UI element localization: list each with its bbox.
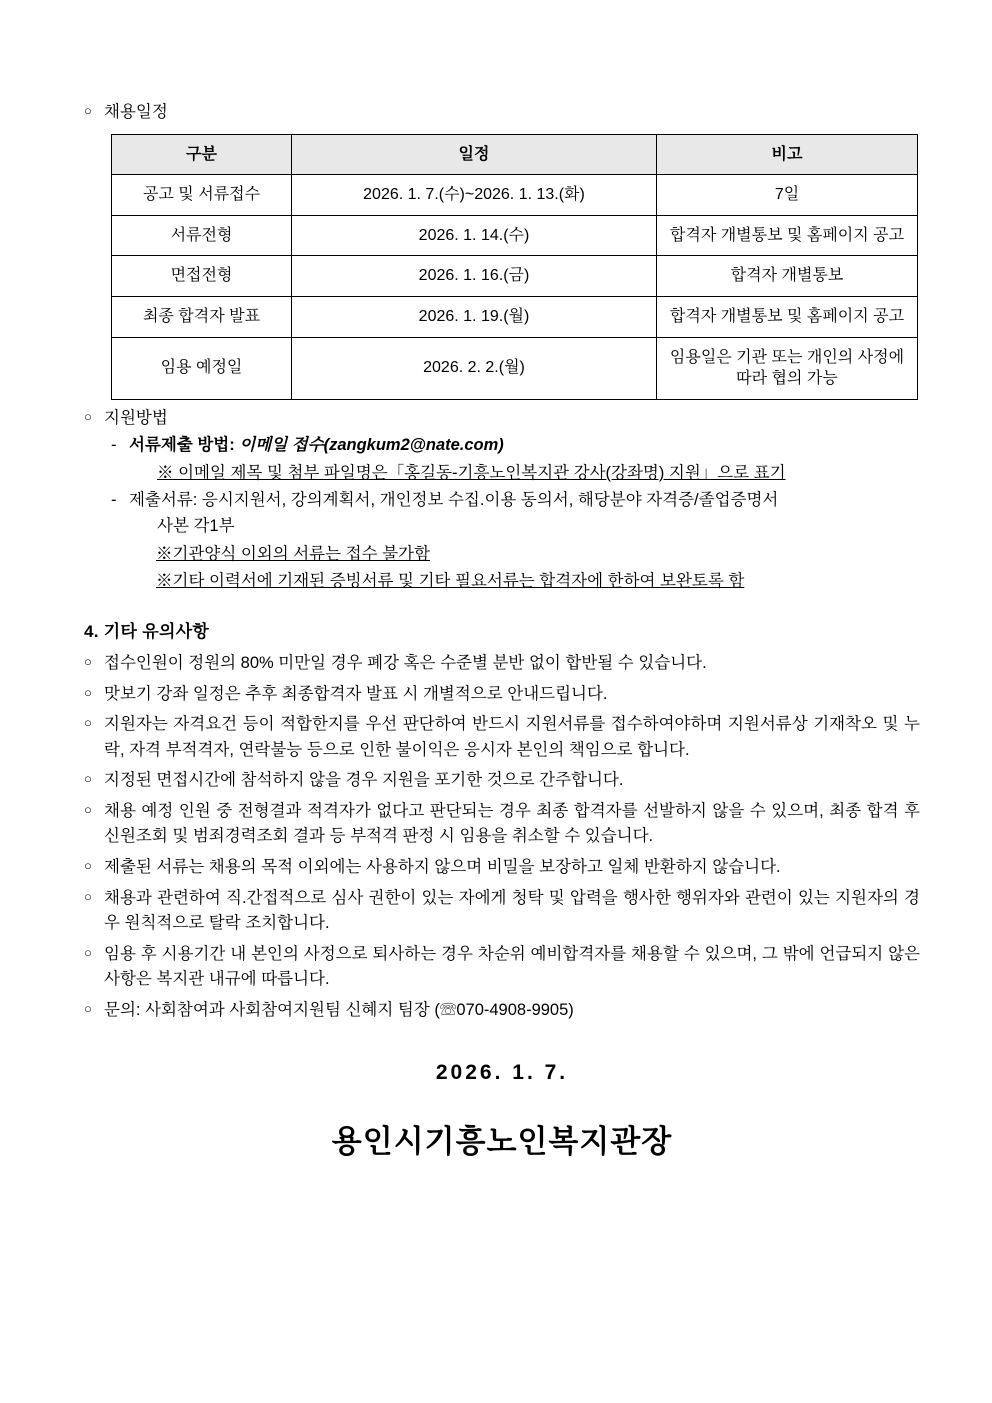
apply-bullet: [84, 406, 920, 432]
notes-heading: 4. 기타 유의사항: [84, 621, 210, 641]
email-subject-note: ※ 이메일 제목 및 첨부 파일명은「홍길동-기흥노인복지관 강사(강좌명) 지원」으로 표기: [157, 463, 786, 482]
table-cell-date: 2026. 1. 19.(월): [292, 296, 657, 337]
bullet-circle-icon: ○: [84, 857, 92, 873]
note-text: 지정된 면접시간에 참석하지 않을 경우 지원을 포기한 것으로 간주합니다.: [104, 771, 624, 790]
bullet-circle-icon: ○: [84, 801, 92, 817]
table-row: [112, 337, 918, 399]
list-item: [84, 855, 920, 881]
table-cell-category: 임용 예정일: [112, 337, 292, 399]
table-cell-date: 2026. 1. 7.(수)~2026. 1. 13.(화): [292, 175, 657, 216]
required-docs-row: [111, 488, 920, 514]
table-cell-category: 최종 합격자 발표: [112, 296, 292, 337]
note-text: 임용 후 시용기간 내 본인의 사정으로 퇴사하는 경우 차순위 예비합격자를 채용할 수 있으며, 그 밖에 언급되지 않은 사항은 복지관 내규에 따릅니다.: [104, 944, 920, 989]
note-text: 접수인원이 정원의 80% 미만일 경우 폐강 혹은 수준별 분반 없이 합반될 수 있습니다.: [104, 654, 707, 672]
apply-bullet-label: 지원방법: [104, 408, 168, 427]
table-row: [112, 256, 918, 297]
bullet-circle-icon: ○: [84, 654, 92, 669]
table-header-cell: 구분: [112, 134, 292, 175]
table-row: [112, 296, 918, 337]
bullet-circle-icon: ○: [84, 684, 92, 700]
bullet-circle-icon: ○: [84, 944, 92, 960]
table-cell-date: 2026. 2. 2.(월): [292, 337, 657, 399]
list-item: [84, 799, 920, 850]
submit-method-row: [111, 433, 920, 459]
contact-text: 문의: 사회참여과 사회참여지원팀 신혜지 팀장 (☏070-4908-9905): [104, 1000, 574, 1019]
table-cell-remark: 임용일은 기관 또는 개인의 사정에 따라 협의 가능: [657, 337, 918, 399]
table-cell-remark: 합격자 개별통보 및 홈페이지 공고: [657, 296, 918, 337]
bullet-circle-icon: ○: [84, 888, 92, 904]
note-text: 채용과 관련하여 직.간접적으로 심사 권한이 있는 자에게 청탁 및 압력을 행사한 행위자와 관련이 있는 지원자의 경우 원칙적으로 탈락 조치합니다.: [104, 888, 920, 933]
bullet-circle-icon: ○: [84, 715, 92, 731]
table-cell-remark: 7일: [657, 175, 918, 216]
table-cell-remark: 합격자 개별통보: [657, 256, 918, 297]
submit-method-value: 이메일 접수(zangkum2@nate.com): [239, 436, 504, 455]
table-cell-date: 2026. 1. 16.(금): [292, 256, 657, 297]
list-item: [84, 712, 920, 763]
table-header-cell: 비고: [657, 134, 918, 175]
required-docs-label: 제출서류: 응시지원서, 강의계획서, 개인정보 수집.이용 동의서, 해당분야 자격증/졸업증명서: [129, 491, 779, 510]
list-item: [84, 651, 920, 677]
list-item: [84, 942, 920, 993]
table-cell-date: 2026. 1. 14.(수): [292, 215, 657, 256]
bullet-circle-icon: ○: [84, 1000, 92, 1016]
table-row: [112, 215, 918, 256]
apply-details: [111, 433, 920, 594]
dash-icon: -: [111, 436, 117, 455]
notes-list: [84, 651, 920, 1023]
note-text: 지원자는 자격요건 등이 적합한지를 우선 판단하여 반드시 지원서류를 접수하여야하며 지원서류상 기재착오 및 누락, 자격 부적격자, 연락불능 등으로 인한 불이익은 응시자 본인의 책임으로 합니다.: [104, 715, 920, 759]
submit-method-label: 서류제출 방법:: [129, 436, 240, 455]
note-text: 채용 예정 인원 중 전형결과 적격자가 없다고 판단되는 경우 최종 합격자를 선발하지 않을 수 있으며, 최종 합격 후 신원조회 및 범죄경력조회 결과 등 부적격 판정 시 임용을 취소할 수 있습니다.: [104, 801, 920, 846]
table-cell-remark: 합격자 개별통보 및 홈페이지 공고: [657, 215, 918, 256]
schedule-bullet-label: 채용일정: [104, 103, 168, 121]
bullet-circle-icon: ○: [84, 103, 92, 118]
schedule-table: [111, 134, 918, 400]
list-item: [84, 886, 920, 937]
bullet-circle-icon: ○: [84, 771, 92, 787]
extra-docs-note: ※기타 이력서에 기재된 증빙서류 및 기타 필요서류는 합격자에 한하여 보완토록 함: [156, 572, 745, 591]
required-docs-copies: 사본 각1부: [157, 516, 235, 535]
table-row: [112, 175, 918, 216]
table-cell-category: 서류전형: [112, 215, 292, 256]
bullet-circle-icon: ○: [84, 408, 92, 424]
issue-date: 2026. 1. 7.: [435, 1061, 569, 1085]
note-text: 제출된 서류는 채용의 목적 이외에는 사용하지 않으며 비밀을 보장하고 일체 반환하지 않습니다.: [104, 857, 781, 876]
table-cell-category: 면접전형: [112, 256, 292, 297]
list-item: [84, 682, 920, 708]
list-item: [84, 768, 920, 794]
form-restriction-note: ※기관양식 이외의 서류는 접수 불가함: [156, 544, 430, 563]
organization-title: 용인시기흥노인복지관장: [331, 1123, 673, 1159]
table-cell-category: 공고 및 서류접수: [112, 175, 292, 216]
note-text: 맛보기 강좌 일정은 추후 최종합격자 발표 시 개별적으로 안내드립니다.: [104, 684, 608, 703]
list-item: [84, 998, 920, 1024]
table-header-row: [112, 134, 918, 175]
schedule-bullet: [84, 100, 920, 126]
dash-icon: -: [111, 491, 117, 510]
table-header-cell: 일정: [292, 134, 657, 175]
